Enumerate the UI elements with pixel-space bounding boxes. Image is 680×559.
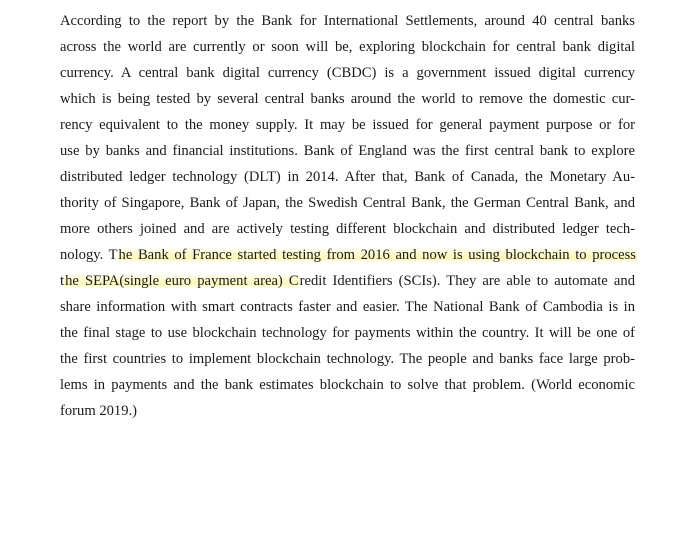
text-line-13: the final stage to use blockchain technology for payments within the country. It will be one of — [60, 325, 635, 341]
text-line-10-start: nology. T — [60, 247, 118, 263]
text-line-11 — [60, 268, 635, 294]
text-line-6: use by banks and financial institutions. Bank of England was the first central bank to explore — [60, 143, 635, 159]
text-line-3: currency. A central bank digital currency (CBDC) is a government issued digital currency — [60, 65, 635, 81]
text-line-9: more others joined and are actively testing different blockchain and distributed ledger tech- — [60, 221, 635, 237]
highlighted-text: he Bank of France started testing from 2016 and now is using blockchain to process — [118, 247, 636, 263]
text-line-16: forum 2019.) — [60, 403, 138, 419]
text-line-10 — [60, 242, 637, 268]
text-line-8: thority of Singapore, Bank of Japan, the Swedish Central Bank, the German Central Bank, and — [60, 195, 635, 211]
text-line-11-start: t — [60, 273, 65, 289]
text-line-15: lems in payments and the bank estimates blockchain to solve that problem. (World economic — [60, 377, 635, 393]
text-line-11-rest: redit Identifiers (SCIs). They are able to automate and — [299, 273, 635, 289]
text-line-7: distributed ledger technology (DLT) in 2014. After that, Bank of Canada, the Monetary Au- — [60, 169, 635, 185]
text-line-2: across the world are currently or soon will be, exploring blockchain for central bank digital — [60, 39, 635, 55]
text-line-4: which is being tested by several central banks around the world to remove the domestic cur- — [60, 91, 635, 107]
text-line-5: rency equivalent to the money supply. It may be issued for general payment purpose or for — [60, 117, 635, 133]
highlighted-text-continued: he SEPA(single euro payment area) C — [65, 273, 299, 289]
text-line-12: share information with smart contracts faster and easier. The National Bank of Cambodia is in — [60, 299, 635, 315]
text-line-14: the first countries to implement blockchain technology. The people and banks face large prob- — [60, 351, 635, 367]
text-line-1: According to the report by the Bank for International Settlements, around 40 central banks — [60, 13, 635, 29]
